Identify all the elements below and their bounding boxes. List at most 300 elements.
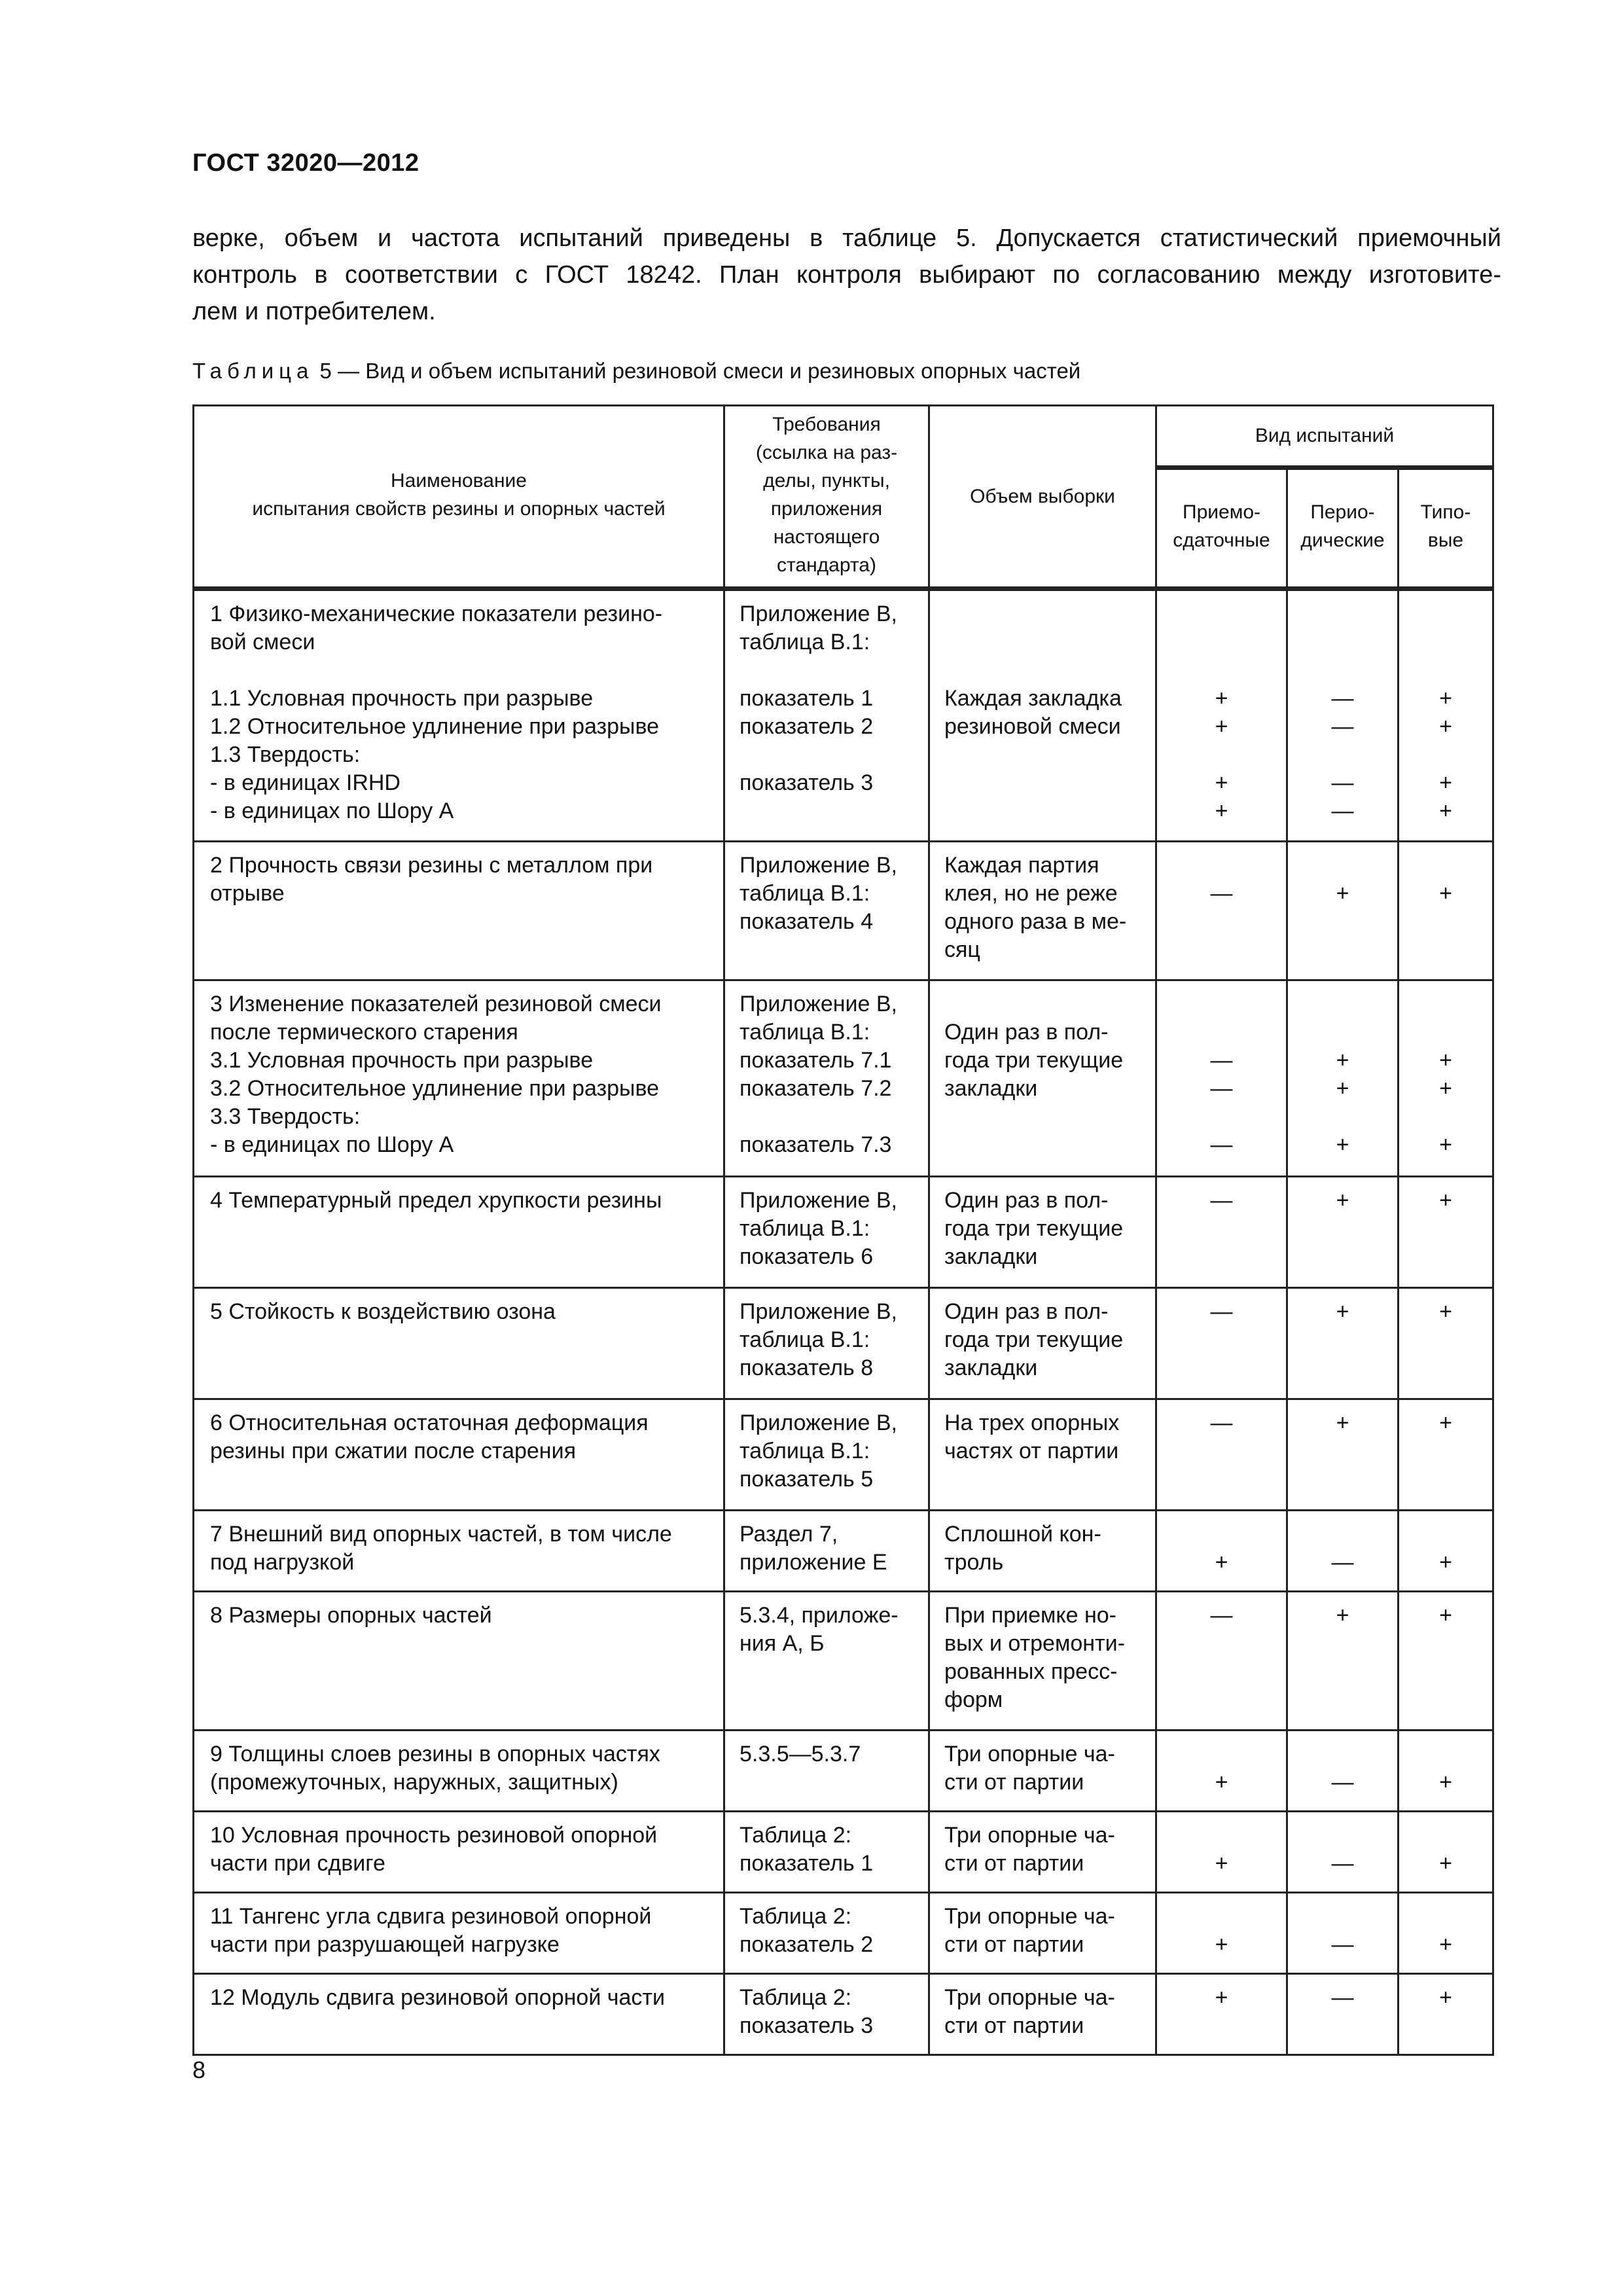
sample-volume-cell	[929, 1592, 1156, 1731]
acceptance-mark-cell	[1156, 1177, 1287, 1288]
cell-line	[1288, 600, 1397, 628]
typical-mark-cell	[1399, 1399, 1493, 1511]
cell-line: Приложение В,	[740, 1299, 897, 1324]
requirements-cell	[724, 1812, 929, 1893]
table-row	[194, 1893, 1493, 1974]
periodic-mark-cell	[1287, 1511, 1399, 1592]
table-caption	[192, 359, 1080, 384]
cell-line: закладки	[944, 1244, 1038, 1269]
cell-line: форм	[944, 1687, 1003, 1712]
cell-line: +	[1215, 686, 1228, 711]
header-acc-line: сдаточные	[1173, 529, 1270, 551]
acceptance-mark-cell	[1156, 1288, 1287, 1399]
cell-line: +	[1439, 686, 1452, 711]
header-req-line: Требования	[772, 413, 881, 435]
header-req-line: стандарта)	[777, 554, 876, 576]
cell-line: +	[1439, 1603, 1452, 1628]
cell-line: +	[1439, 1770, 1452, 1795]
table-row	[194, 842, 1493, 980]
cell-line: приложение Е	[740, 1550, 887, 1575]
cell-line: таблица В.1:	[740, 881, 870, 906]
cell-line: +	[1215, 1985, 1228, 2010]
cell-line: —	[1331, 1550, 1354, 1575]
typical-mark-cell	[1399, 1177, 1493, 1288]
periodic-mark-cell	[1287, 1731, 1399, 1812]
cell-line: сти от партии	[944, 1932, 1084, 1957]
cell-line: показатель 4	[740, 909, 874, 934]
cell-line: отрыве	[210, 881, 285, 906]
test-name-cell	[194, 1288, 724, 1399]
cell-line: —	[1331, 1985, 1354, 2010]
cell-line	[1157, 1740, 1286, 1768]
header-per-line: дические	[1300, 529, 1385, 551]
requirements-cell	[724, 1399, 929, 1511]
cell-line: 9 Толщины слоев резины в опорных частях	[210, 1742, 660, 1767]
cell-line: 1.2 Относительное удлинение при разрыве	[210, 714, 660, 739]
cell-line: - в единицах по Шору А	[210, 1132, 454, 1157]
test-name-cell	[194, 1893, 724, 1974]
cell-line: 11 Тангенс угла сдвига резиновой опорной	[210, 1904, 652, 1929]
cell-line	[944, 769, 1145, 797]
cell-line: показатель 6	[740, 1244, 874, 1269]
cell-line: 12 Модуль сдвига резиновой опорной части	[210, 1985, 665, 2010]
cell-line	[1399, 628, 1492, 656]
cell-line: +	[1439, 1076, 1452, 1101]
cell-line: Три опорные ча-	[944, 1742, 1115, 1767]
table-row	[194, 1592, 1493, 1731]
cell-line	[1288, 1018, 1397, 1047]
cell-line: +	[1336, 881, 1349, 906]
header-name	[194, 406, 724, 589]
sample-volume-cell	[929, 1812, 1156, 1893]
periodic-mark-cell	[1287, 1893, 1399, 1974]
table-row	[194, 980, 1493, 1177]
acceptance-mark-cell	[1156, 1731, 1287, 1812]
document-code: ГОСТ 32020—2012	[192, 149, 419, 177]
requirements-cell	[724, 1731, 929, 1812]
test-name-cell	[194, 589, 724, 842]
cell-line	[1288, 628, 1397, 656]
cell-line: показатель 2	[740, 1932, 874, 1957]
table-caption-text: 5 — Вид и объем испытаний резиновой смеси и резиновых опорных частей	[313, 359, 1081, 383]
periodic-mark-cell	[1287, 1399, 1399, 1511]
typical-mark-cell	[1399, 980, 1493, 1177]
cell-line: Три опорные ча-	[944, 1985, 1115, 2010]
cell-line: сти от партии	[944, 1770, 1084, 1795]
periodic-mark-cell	[1287, 980, 1399, 1177]
cell-line: +	[1336, 1603, 1349, 1628]
acceptance-mark-cell	[1156, 1893, 1287, 1974]
cell-line: Приложение В,	[740, 1410, 897, 1435]
cell-line: вой смеси	[210, 630, 315, 655]
header-name-line: Наименование	[391, 469, 527, 492]
sample-volume-cell	[929, 589, 1156, 842]
cell-line: +	[1336, 1410, 1349, 1435]
cell-line: +	[1215, 770, 1228, 795]
cell-line: +	[1439, 1932, 1452, 1957]
cell-line	[1288, 656, 1397, 685]
cell-line: 4 Температурный предел хрупкости резины	[210, 1188, 662, 1213]
cell-line: +	[1439, 798, 1452, 823]
header-acceptance	[1156, 468, 1287, 589]
cell-line: сти от партии	[944, 1851, 1084, 1876]
cell-line: —	[1331, 686, 1354, 711]
cell-line: +	[1439, 714, 1452, 739]
cell-line	[740, 741, 921, 769]
table-row	[194, 1974, 1493, 2055]
cell-line: части при сдвиге	[210, 1851, 385, 1876]
sample-volume-cell	[929, 1177, 1156, 1288]
table-row	[194, 1812, 1493, 1893]
cell-line: Каждая закладка	[944, 686, 1122, 711]
cell-line: показатель 8	[740, 1355, 874, 1380]
cell-line: показатель 3	[740, 770, 874, 795]
cell-line: На трех опорных	[944, 1410, 1120, 1435]
cell-line: вых и отремонти-	[944, 1631, 1125, 1656]
acceptance-mark-cell	[1156, 1974, 1287, 2055]
periodic-mark-cell	[1287, 1812, 1399, 1893]
test-name-cell	[194, 980, 724, 1177]
tests-table	[192, 404, 1494, 2056]
test-name-cell	[194, 842, 724, 980]
header-typ-line: Типо-	[1420, 501, 1471, 523]
cell-line: Приложение В,	[740, 992, 897, 1016]
cell-line: 3.3 Твердость:	[210, 1104, 361, 1129]
header-req-line: настоящего	[773, 526, 880, 548]
sample-volume-cell	[929, 1893, 1156, 1974]
cell-line: Три опорные ча-	[944, 1823, 1115, 1848]
cell-line: таблица В.1:	[740, 1216, 870, 1241]
sample-volume-cell	[929, 1399, 1156, 1511]
table-row	[194, 1399, 1493, 1511]
cell-line: частях от партии	[944, 1439, 1119, 1463]
cell-line	[1157, 1821, 1286, 1850]
header-periodic	[1287, 468, 1399, 589]
cell-line: - в единицах IRHD	[210, 770, 401, 795]
cell-line: Один раз в пол-	[944, 1188, 1109, 1213]
cell-line: +	[1439, 881, 1452, 906]
requirements-cell	[724, 589, 929, 842]
header-per-line: Перио-	[1310, 501, 1375, 523]
cell-line: показатель 1	[740, 686, 874, 711]
table-row	[194, 589, 1493, 842]
cell-line: +	[1336, 1076, 1349, 1101]
cell-line: Приложение В,	[740, 853, 897, 878]
cell-line	[740, 656, 921, 685]
cell-line: +	[1215, 1550, 1228, 1575]
header-acc-line: Приемо-	[1183, 501, 1260, 523]
cell-line: +	[1439, 1132, 1452, 1157]
cell-line: после термического старения	[210, 1020, 518, 1045]
periodic-mark-cell	[1287, 589, 1399, 842]
cell-line: Приложение В,	[740, 601, 897, 626]
test-name-cell	[194, 1812, 724, 1893]
cell-line: рованных пресс-	[944, 1659, 1118, 1684]
cell-line	[1288, 1103, 1397, 1131]
header-typical	[1399, 468, 1493, 589]
cell-line: Три опорные ча-	[944, 1904, 1115, 1929]
cell-line	[1399, 852, 1492, 880]
cell-line: таблица В.1:	[740, 1327, 870, 1352]
test-name-cell	[194, 1399, 724, 1511]
cell-line: Один раз в пол-	[944, 1299, 1109, 1324]
cell-line: +	[1336, 1048, 1349, 1073]
cell-line: —	[1210, 1076, 1233, 1101]
requirements-cell	[724, 842, 929, 980]
requirements-cell	[724, 1592, 929, 1731]
requirements-cell	[724, 1288, 929, 1399]
cell-line: —	[1331, 714, 1354, 739]
cell-line	[1399, 1103, 1492, 1131]
typical-mark-cell	[1399, 1974, 1493, 2055]
cell-line: 5.3.4, приложе-	[740, 1603, 899, 1628]
sample-volume-cell	[929, 842, 1156, 980]
cell-line: +	[1439, 1985, 1452, 2010]
periodic-mark-cell	[1287, 842, 1399, 980]
cell-line: Таблица 2:	[740, 1823, 852, 1848]
cell-line	[1399, 1018, 1492, 1047]
header-req-line: приложения	[770, 497, 883, 520]
cell-line: 1.1 Условная прочность при разрыве	[210, 686, 594, 711]
sample-volume-cell	[929, 1288, 1156, 1399]
cell-line: —	[1210, 881, 1233, 906]
typical-mark-cell	[1399, 1812, 1493, 1893]
cell-line: закладки	[944, 1355, 1038, 1380]
cell-line: —	[1331, 770, 1354, 795]
cell-line: —	[1331, 1770, 1354, 1795]
cell-line	[1288, 990, 1397, 1018]
cell-line: +	[1439, 1188, 1452, 1213]
table-row	[194, 1288, 1493, 1399]
cell-line: года три текущие	[944, 1216, 1124, 1241]
cell-line: +	[1336, 1132, 1349, 1157]
intro-line: контроль в соответствии с ГОСТ 18242. План контроля выбирают по согласованию между изготовите-	[192, 261, 1501, 289]
cell-line: +	[1215, 798, 1228, 823]
cell-line	[944, 600, 1145, 628]
cell-line: 3.2 Относительное удлинение при разрыве	[210, 1076, 660, 1101]
cell-line	[1288, 852, 1397, 880]
cell-line: ния А, Б	[740, 1631, 825, 1656]
typical-mark-cell	[1399, 842, 1493, 980]
intro-paragraph	[192, 220, 1501, 330]
cell-line: 1 Физико-механические показатели резино-	[210, 601, 663, 626]
page-number: 8	[192, 2056, 206, 2083]
cell-line	[1157, 990, 1286, 1018]
cell-line	[1157, 852, 1286, 880]
cell-line	[1399, 741, 1492, 769]
typical-mark-cell	[1399, 1731, 1493, 1812]
cell-line: 2 Прочность связи резины с металлом при	[210, 853, 653, 878]
cell-line	[1288, 741, 1397, 769]
cell-line: троль	[944, 1550, 1004, 1575]
header-requirements	[724, 406, 929, 589]
cell-line: +	[1215, 1770, 1228, 1795]
cell-line: +	[1439, 1410, 1452, 1435]
cell-line: таблица В.1:	[740, 630, 870, 655]
table-row	[194, 1731, 1493, 1812]
test-name-cell	[194, 1974, 724, 2055]
typical-mark-cell	[1399, 1288, 1493, 1399]
cell-line	[1399, 990, 1492, 1018]
cell-line	[1399, 1520, 1492, 1549]
table-caption-label: Таблица	[192, 359, 314, 383]
cell-line	[944, 797, 1145, 825]
cell-line: таблица В.1:	[740, 1020, 870, 1045]
acceptance-mark-cell	[1156, 980, 1287, 1177]
requirements-cell	[724, 1511, 929, 1592]
cell-line: 3.1 Условная прочность при разрыве	[210, 1048, 594, 1073]
cell-line: +	[1439, 1550, 1452, 1575]
test-name-cell	[194, 1592, 724, 1731]
cell-line: 5.3.5—5.3.7	[740, 1742, 861, 1767]
cell-line: (промежуточных, наружных, защитных)	[210, 1770, 618, 1795]
cell-line	[1288, 1821, 1397, 1850]
cell-line	[944, 1131, 1145, 1159]
sample-volume-cell	[929, 1974, 1156, 2055]
table-body	[194, 589, 1493, 2055]
cell-line: —	[1210, 1299, 1233, 1324]
test-name-cell	[194, 1731, 724, 1812]
cell-line	[1157, 1903, 1286, 1931]
typical-mark-cell	[1399, 589, 1493, 842]
table-row	[194, 1177, 1493, 1288]
cell-line: 3 Изменение показателей резиновой смеси	[210, 992, 662, 1016]
cell-line: показатель 3	[740, 2013, 874, 2038]
acceptance-mark-cell	[1156, 1511, 1287, 1592]
cell-line	[1288, 1903, 1397, 1931]
cell-line	[1288, 1520, 1397, 1549]
acceptance-mark-cell	[1156, 842, 1287, 980]
cell-line: показатель 7.1	[740, 1048, 892, 1073]
cell-line: Таблица 2:	[740, 1904, 852, 1929]
cell-line: 7 Внешний вид опорных частей, в том числе	[210, 1522, 672, 1547]
acceptance-mark-cell	[1156, 589, 1287, 842]
typical-mark-cell	[1399, 1511, 1493, 1592]
cell-line: +	[1439, 1048, 1452, 1073]
cell-line: —	[1210, 1132, 1233, 1157]
header-typ-line: вые	[1427, 529, 1464, 551]
cell-line: 5 Стойкость к воздействию озона	[210, 1299, 556, 1324]
cell-line: таблица В.1:	[740, 1439, 870, 1463]
cell-line	[1399, 600, 1492, 628]
cell-line: +	[1215, 1851, 1228, 1876]
cell-line: 10 Условная прочность резиновой опорной	[210, 1823, 658, 1848]
cell-line: года три текущие	[944, 1048, 1124, 1073]
cell-line: одного раза в ме-	[944, 909, 1127, 934]
cell-line: Таблица 2:	[740, 1985, 852, 2010]
cell-line: закладки	[944, 1076, 1038, 1101]
header-test-type: Вид испытаний	[1156, 406, 1493, 468]
cell-line: +	[1215, 714, 1228, 739]
cell-line: —	[1331, 798, 1354, 823]
requirements-cell	[724, 1893, 929, 1974]
cell-line: —	[1210, 1410, 1233, 1435]
cell-line	[210, 656, 710, 685]
acceptance-mark-cell	[1156, 1399, 1287, 1511]
intro-line: верке, объем и частота испытаний приведены в таблице 5. Допускается статистический приемочный	[192, 224, 1501, 252]
cell-line: Приложение В,	[740, 1188, 897, 1213]
intro-line: лем и потребителем.	[192, 298, 436, 325]
cell-line: сти от партии	[944, 2013, 1084, 2038]
cell-line: под нагрузкой	[210, 1550, 355, 1575]
cell-line: —	[1210, 1188, 1233, 1213]
test-name-cell	[194, 1177, 724, 1288]
cell-line: +	[1336, 1188, 1349, 1213]
cell-line: Один раз в пол-	[944, 1020, 1109, 1045]
cell-line	[1157, 628, 1286, 656]
cell-line: +	[1439, 1851, 1452, 1876]
cell-line: показатель 7.3	[740, 1132, 892, 1157]
cell-line: +	[1439, 770, 1452, 795]
cell-line	[944, 656, 1145, 685]
requirements-cell	[724, 980, 929, 1177]
cell-line: части при разрушающей нагрузке	[210, 1932, 560, 1957]
sample-volume-cell	[929, 1731, 1156, 1812]
cell-line: клея, но не реже	[944, 881, 1118, 906]
cell-line	[1399, 1821, 1492, 1850]
cell-line: резины при сжатии после старения	[210, 1439, 576, 1463]
cell-line	[1157, 741, 1286, 769]
acceptance-mark-cell	[1156, 1592, 1287, 1731]
typical-mark-cell	[1399, 1893, 1493, 1974]
sample-volume-cell	[929, 980, 1156, 1177]
cell-line	[944, 1103, 1145, 1131]
periodic-mark-cell	[1287, 1177, 1399, 1288]
cell-line: показатель 2	[740, 714, 874, 739]
cell-line: —	[1331, 1851, 1354, 1876]
cell-line: сяц	[944, 937, 980, 962]
cell-line	[1399, 1740, 1492, 1768]
cell-line	[944, 990, 1145, 1018]
table-row	[194, 1511, 1493, 1592]
cell-line	[740, 1103, 921, 1131]
periodic-mark-cell	[1287, 1974, 1399, 2055]
cell-line: Каждая партия	[944, 853, 1099, 878]
typical-mark-cell	[1399, 1592, 1493, 1731]
cell-line: —	[1331, 1932, 1354, 1957]
cell-line	[1157, 656, 1286, 685]
cell-line	[1157, 1520, 1286, 1549]
header-req-line: делы, пункты,	[763, 469, 890, 492]
cell-line	[1157, 1103, 1286, 1131]
cell-line: резиновой смеси	[944, 714, 1121, 739]
cell-line: При приемке но-	[944, 1603, 1117, 1628]
cell-line	[1157, 1018, 1286, 1047]
cell-line: - в единицах по Шору А	[210, 798, 454, 823]
requirements-cell	[724, 1974, 929, 2055]
cell-line	[1288, 1740, 1397, 1768]
cell-line: —	[1210, 1048, 1233, 1073]
sample-volume-cell	[929, 1511, 1156, 1592]
cell-line: показатель 1	[740, 1851, 874, 1876]
header-volume: Объем выборки	[929, 406, 1156, 589]
cell-line	[1399, 656, 1492, 685]
test-name-cell	[194, 1511, 724, 1592]
cell-line: Сплошной кон-	[944, 1522, 1101, 1547]
cell-line: 8 Размеры опорных частей	[210, 1603, 492, 1628]
cell-line	[944, 628, 1145, 656]
cell-line: +	[1336, 1299, 1349, 1324]
acceptance-mark-cell	[1156, 1812, 1287, 1893]
cell-line	[1399, 1903, 1492, 1931]
cell-line: —	[1210, 1603, 1233, 1628]
periodic-mark-cell	[1287, 1288, 1399, 1399]
cell-line: Раздел 7,	[740, 1522, 838, 1547]
header-req-line: (ссылка на раз-	[755, 441, 898, 463]
cell-line	[1157, 600, 1286, 628]
cell-line: +	[1215, 1932, 1228, 1957]
cell-line: показатель 7.2	[740, 1076, 892, 1101]
